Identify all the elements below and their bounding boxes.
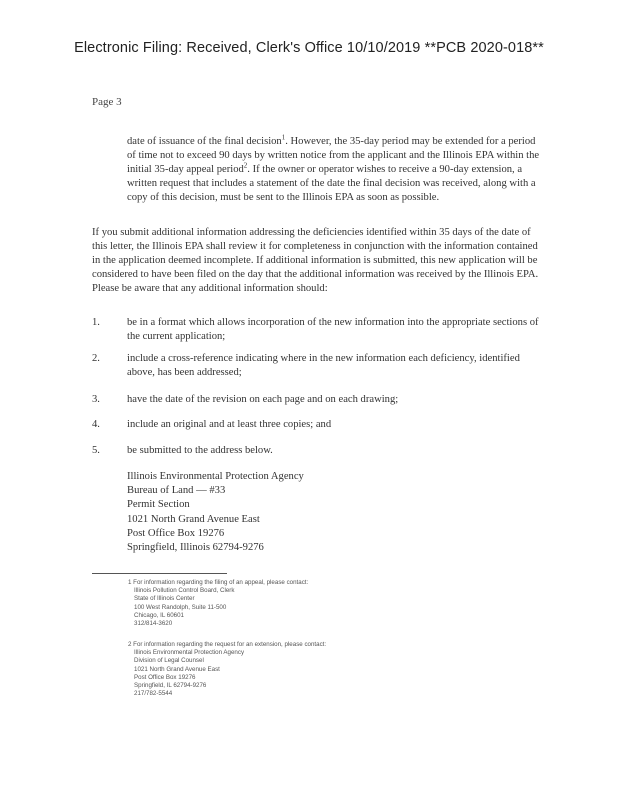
address-line: Post Office Box 19276 [127, 527, 225, 539]
footnote-1 [128, 579, 308, 628]
footnote-line: Chicago, IL 60601 [134, 611, 184, 619]
paragraph-text: . If the owner or operator wishes to receive a 90-day extension, a written request that includes a statement of the date the final decision was received, along with a copy of this decision, must be sent to the Illinois EPA as soon as possible. [127, 163, 536, 203]
list-item-number: 5. [92, 445, 100, 456]
footnote-line: Post Office Box 19276 [134, 673, 196, 681]
address-line: Illinois Environmental Protection Agency [127, 471, 304, 482]
list-item-number: 4. [92, 419, 100, 430]
mailing-address [127, 470, 304, 555]
footnote-line: 1021 North Grand Avenue East [134, 665, 220, 673]
footnote-line: Illinois Environmental Protection Agency [134, 649, 245, 657]
footnote-line: State of Illinois Center [134, 595, 195, 603]
footnote-2 [128, 641, 326, 698]
footnote-line: 1 For information regarding the filing of an appeal, please contact: [128, 579, 309, 586]
list-item-text: include a cross-reference indicating where in the new information each deficiency, identified above, has been addressed; [127, 353, 520, 378]
footnote-ref-2: 2 [243, 161, 248, 170]
list-item-text: be in a format which allows incorporation of the new information into the appropriate sections of the current application; [127, 317, 539, 342]
electronic-filing-stamp: Electronic Filing: Received, Clerk's Office 10/10/2019 **PCB 2020-018** [74, 40, 544, 56]
list-item-number: 1. [92, 317, 100, 328]
paragraph-text: . However, the 35-day period may be extended for a period of time not to exceed 90 days by written notice from the applicant and the Illinois EPA within the initial 35-day appeal period [127, 136, 540, 175]
paragraph-additional-information: If you submit additional information addressing the deficiencies identified within 35 days of the date of this letter, the Illinois EPA shall review it for completeness in conjunction with the information contained in the application deemed incomplete. If additional information is submitted, this new application will be considered to have been filed on the day that the additional information was received by the Illinois EPA. Please be aware that any additional information should: [92, 227, 539, 294]
footnote-line: Springfield, IL 62794-9276 [134, 682, 207, 690]
footnote-line: 312/814-3620 [134, 620, 173, 628]
footnote-line: Division of Legal Counsel [134, 657, 204, 665]
address-line: Bureau of Land — #33 [127, 485, 226, 497]
address-line: 1021 North Grand Avenue East [127, 513, 260, 525]
list-item-text: include an original and at least three copies; and [127, 419, 332, 430]
paragraph-text: date of issuance of the final decision [127, 136, 282, 147]
footnote-separator [92, 573, 227, 574]
list-item-text: be submitted to the address below. [127, 445, 273, 456]
footnote-ref-1: 1 [281, 133, 286, 142]
footnote-line: 217/782-5544 [134, 690, 173, 698]
footnote-line: Illinois Pollution Control Board, Clerk [134, 587, 235, 595]
list-item-text: have the date of the revision on each page and on each drawing; [127, 394, 399, 405]
list-item-number: 3. [92, 394, 100, 405]
list-item-number: 2. [92, 353, 100, 364]
footnote-line: 100 West Randolph, Suite 11-500 [134, 603, 227, 611]
address-line: Springfield, Illinois 62794-9276 [127, 542, 264, 554]
page-number: Page 3 [92, 96, 122, 108]
address-line: Permit Section [127, 499, 190, 511]
paragraph-appeal-period [127, 135, 542, 205]
footnote-line: 2 For information regarding the request for an extension, please contact: [128, 641, 327, 648]
